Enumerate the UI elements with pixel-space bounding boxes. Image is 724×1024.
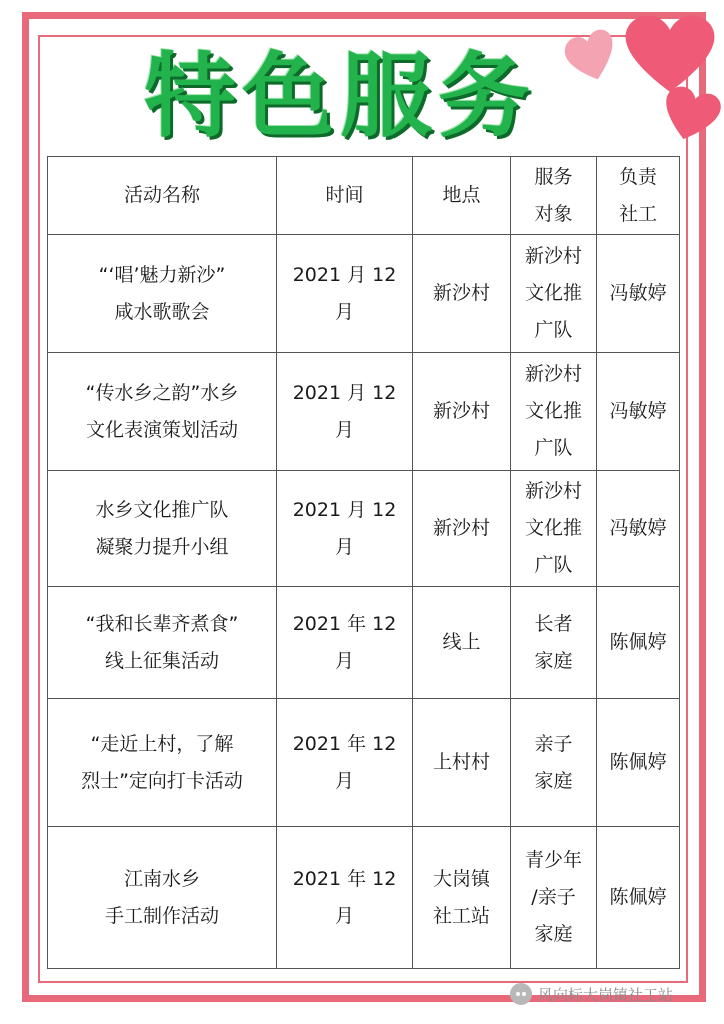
- activity-name-cell: “传水乡之韵”水乡 文化表演策划活动: [48, 353, 277, 471]
- time-cell: 2021 年 12 月: [277, 699, 413, 827]
- header-social-worker: 负责 社工: [597, 157, 680, 235]
- activity-name-cell: 江南水乡 手工制作活动: [48, 827, 277, 969]
- medium-heart-icon: [658, 83, 724, 146]
- table-row: [48, 587, 680, 699]
- page-title: 特色服务: [143, 43, 536, 150]
- social-worker-cell: 陈佩婷: [597, 587, 680, 699]
- activity-name-cell: “走近上村，了解 烈士”定向打卡活动: [48, 699, 277, 827]
- header-service-target: 服务 对象: [511, 157, 597, 235]
- activity-name-cell: “‘唱’魅力新沙” 咸水歌歌会: [48, 235, 277, 353]
- header-location: 地点: [413, 157, 511, 235]
- social-worker-cell: 冯敏婷: [597, 235, 680, 353]
- table-row: [48, 471, 680, 587]
- social-worker-cell: 冯敏婷: [597, 353, 680, 471]
- time-cell: 2021 月 12 月: [277, 471, 413, 587]
- small-heart-icon: [561, 27, 622, 87]
- activity-name-cell: “我和长辈齐煮食” 线上征集活动: [48, 587, 277, 699]
- large-heart-icon: [626, 15, 715, 92]
- location-cell: 大岗镇 社工站: [413, 827, 511, 969]
- table-row: [48, 699, 680, 827]
- table-header-row: [48, 157, 680, 235]
- time-cell: 2021 月 12 月: [277, 353, 413, 471]
- service-target-cell: 新沙村 文化推 广队: [511, 471, 597, 587]
- header-activity-name: 活动名称: [48, 157, 277, 235]
- location-cell: 新沙村: [413, 353, 511, 471]
- header-time: 时间: [277, 157, 413, 235]
- hearts-decoration-icon: [560, 0, 724, 150]
- service-target-cell: 亲子 家庭: [511, 699, 597, 827]
- table-row: [48, 353, 680, 471]
- service-target-cell: 新沙村 文化推 广队: [511, 235, 597, 353]
- time-cell: 2021 年 12 月: [277, 587, 413, 699]
- location-cell: 线上: [413, 587, 511, 699]
- social-worker-cell: 冯敏婷: [597, 471, 680, 587]
- location-cell: 新沙村: [413, 235, 511, 353]
- social-worker-cell: 陈佩婷: [597, 699, 680, 827]
- service-target-cell: 新沙村 文化推 广队: [511, 353, 597, 471]
- watermark-text: 风向标大岗镇社工站: [538, 985, 674, 1004]
- time-cell: 2021 年 12 月: [277, 827, 413, 969]
- location-cell: 新沙村: [413, 471, 511, 587]
- service-target-cell: 长者 家庭: [511, 587, 597, 699]
- activity-name-cell: 水乡文化推广队 凝聚力提升小组: [48, 471, 277, 587]
- wechat-icon: [510, 983, 532, 1005]
- table-row: [48, 827, 680, 969]
- watermark: [510, 980, 673, 1008]
- social-worker-cell: 陈佩婷: [597, 827, 680, 969]
- table-row: [48, 235, 680, 353]
- service-target-cell: 青少年 /亲子 家庭: [511, 827, 597, 969]
- location-cell: 上村村: [413, 699, 511, 827]
- services-table: [47, 156, 680, 969]
- time-cell: 2021 月 12 月: [277, 235, 413, 353]
